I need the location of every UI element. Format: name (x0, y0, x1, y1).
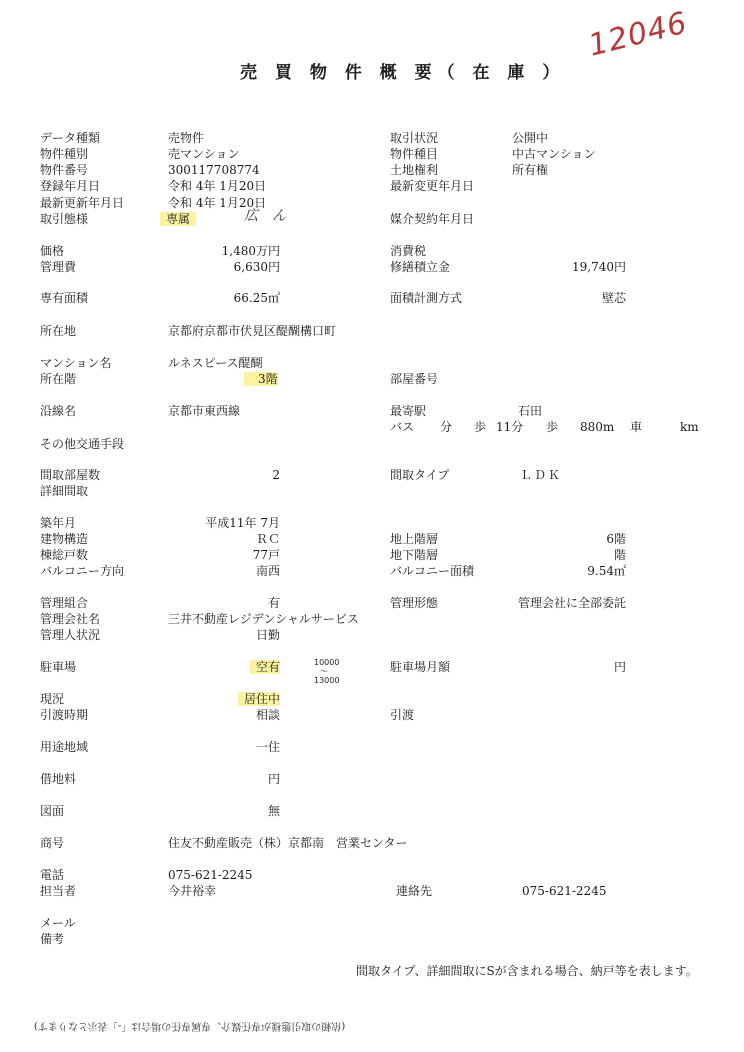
label-area-method: 面積計測方式 (390, 291, 463, 305)
value-updated-date: 令和 4年 1月20日 (168, 196, 267, 210)
label-land-right: 土地権利 (390, 163, 439, 177)
value-deal-status: 公開中 (512, 131, 549, 145)
value-price: 1,480万円 (221, 244, 280, 258)
value-structure: ＲＣ (255, 532, 280, 546)
label-min: 分 (440, 420, 453, 434)
label-location: 所在地 (40, 324, 77, 338)
value-parking-fee: 円 (613, 660, 626, 674)
value-property-type: 売マンション (168, 147, 240, 161)
label-floors-below: 地下階層 (390, 548, 439, 562)
label-balcony-area: バルコニー面積 (390, 564, 475, 578)
value-status: 居住中 (238, 692, 280, 706)
label-units: 棟総戸数 (40, 548, 89, 562)
label-handover: 引渡時期 (40, 708, 89, 722)
label-property-no: 物件番号 (40, 163, 89, 177)
value-walk-dist: 880m (580, 420, 615, 434)
label-last-change: 最新変更年月日 (390, 179, 475, 193)
label-company: 商号 (40, 836, 65, 850)
value-land-rent: 円 (267, 772, 280, 786)
value-floor: 3階 (244, 372, 278, 386)
label-deal-status: 取引状況 (390, 131, 439, 145)
label-tax: 消費税 (390, 244, 427, 258)
value-handover: 相談 (255, 708, 280, 722)
value-location: 京都府京都市伏見区醍醐構口町 (168, 324, 337, 338)
value-floors-above: 6階 (606, 532, 626, 546)
label-data-type: データ種類 (40, 131, 101, 145)
value-mgmt-form: 管理会社に全部委託 (518, 596, 627, 610)
label-structure: 建物構造 (40, 532, 89, 546)
label-mgmt-fee: 管理費 (40, 260, 77, 274)
reversed-footer: (依頼の取引態様が専任媒介、専属専任の場合は「-」表示となります) (34, 1020, 346, 1031)
label-floor: 所在階 (40, 372, 77, 386)
label-parking: 駐車場 (40, 660, 77, 674)
handwritten-parking-note-1: 10000 (314, 658, 340, 667)
label-mgmt-form: 管理形態 (390, 596, 439, 610)
label-zoning: 用途地域 (40, 740, 89, 754)
value-area: 66.25㎡ (233, 291, 280, 305)
label-car: 車 (630, 420, 643, 434)
value-drawing: 無 (267, 804, 280, 818)
value-nearest: 石田 (518, 404, 543, 418)
label-walk: 歩 (474, 420, 487, 434)
label-property-item: 物件種目 (390, 147, 439, 161)
value-mgmt-company: 三井不動産レジデンシャルサービス (168, 612, 359, 626)
label-parking-fee: 駐車場月額 (390, 660, 451, 674)
label-assoc: 管理組合 (40, 596, 89, 610)
label-rooms: 間取部屋数 (40, 468, 101, 482)
label-deal-form: 取引態様 (40, 212, 89, 226)
label-price: 価格 (40, 244, 65, 258)
label-reg-date: 登録年月日 (40, 179, 101, 193)
value-layout-type: ＬＤＫ (520, 468, 563, 482)
label-mgmt-company: 管理会社名 (40, 612, 101, 626)
value-assoc: 有 (267, 596, 280, 610)
footnote: 間取タイプ、詳細間取にSが含まれる場合、納戸等を表します。 (356, 964, 698, 978)
value-reg-date: 令和 4年 1月20日 (168, 179, 267, 193)
label-brokerage-date: 媒介契約年月日 (390, 212, 475, 226)
label-land-rent: 借地料 (40, 772, 77, 786)
label-detail-layout: 詳細間取 (40, 484, 89, 498)
label-room-no: 部屋番号 (390, 372, 439, 386)
handwritten-parking-note-3: 13000 (314, 676, 340, 685)
label-balcony-dir: バルコニー方向 (40, 564, 125, 578)
value-contact: 075-621-2245 (522, 884, 607, 898)
value-data-type: 売物件 (168, 131, 205, 145)
label-handover-r: 引渡 (390, 708, 415, 722)
label-updated-date: 最新更新年月日 (40, 196, 125, 210)
value-land-right: 所有権 (512, 163, 549, 177)
label-tel: 電話 (40, 868, 65, 882)
label-repair-fund: 修繕積立金 (390, 260, 451, 274)
value-deal-form: 専属 (160, 212, 196, 226)
value-manager-status: 日勤 (255, 628, 280, 642)
value-mansion-name: ルネスピース醍醐 (168, 356, 263, 370)
handwritten-parking-note-2: ～ (320, 667, 328, 676)
value-rooms: 2 (272, 468, 280, 482)
value-tel: 075-621-2245 (168, 868, 253, 882)
page-title: 売 買 物 件 概 要（ 在 庫 ） (240, 63, 566, 83)
value-walk-min: 11分 (496, 420, 524, 434)
value-zoning: 一住 (255, 740, 280, 754)
label-mail: メール (40, 916, 76, 930)
label-property-type: 物件種別 (40, 147, 89, 161)
value-person: 今井裕幸 (168, 884, 217, 898)
value-built: 平成11年 7月 (205, 516, 280, 530)
label-bus: バス (390, 420, 415, 434)
label-contact: 連絡先 (396, 884, 433, 898)
label-drawing: 図面 (40, 804, 65, 818)
label-status: 現況 (40, 692, 65, 706)
value-property-no: 300117708774 (168, 163, 260, 177)
label-walk2: 歩 (546, 420, 559, 434)
label-other-transport: その他交通手段 (40, 437, 125, 451)
handwritten-number: 12046 (585, 5, 692, 64)
label-layout-type: 間取タイプ (390, 468, 450, 482)
handwritten-deal-note: 広 ん (244, 208, 286, 224)
label-mansion-name: マンション名 (40, 356, 112, 370)
value-units: 77戸 (252, 548, 280, 562)
value-repair-fund: 19,740円 (572, 260, 626, 274)
value-area-method: 壁芯 (601, 291, 626, 305)
value-property-item: 中古マンション (512, 147, 596, 161)
value-balcony-area: 9.54㎡ (587, 564, 626, 578)
value-floors-below: 階 (613, 548, 626, 562)
label-built: 築年月 (40, 516, 77, 530)
value-line: 京都市東西線 (168, 404, 241, 418)
value-company: 住友不動産販売（株）京都南 営業センター (168, 836, 408, 850)
label-km: km (680, 420, 699, 434)
label-floors-above: 地上階層 (390, 532, 439, 546)
label-nearest: 最寄駅 (390, 404, 427, 418)
label-person: 担当者 (40, 884, 77, 898)
label-remarks: 備考 (40, 932, 65, 946)
label-manager-status: 管理人状況 (40, 628, 101, 642)
value-balcony-dir: 南西 (255, 564, 280, 578)
label-area: 専有面積 (40, 291, 89, 305)
label-line: 沿線名 (40, 404, 77, 418)
value-parking: 空有 (250, 660, 280, 674)
value-mgmt-fee: 6,630円 (233, 260, 280, 274)
